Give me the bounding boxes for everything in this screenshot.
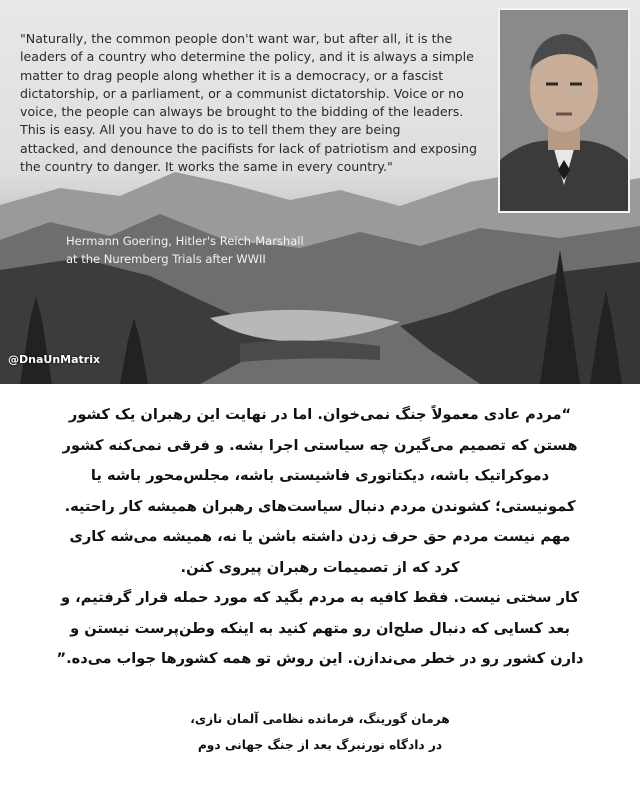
- english-quote-line: This is easy. All you have to do is to tell them they are being: [20, 122, 401, 138]
- english-quote-line: voice, the people can always be brought to the bidding of the leaders.: [20, 104, 464, 120]
- english-attribution: [66, 232, 366, 268]
- english-quote: [20, 30, 490, 176]
- persian-quote-line: دارن کشور رو در خطر می‌ندازن. این روش تو همه کشورها جواب می‌ده.”: [56, 650, 584, 667]
- persian-quote-line: کرد که از تصمیمات رهبران پیروی کنن.: [180, 558, 460, 576]
- persian-credit-line: هرمان گورینگ، فرمانده نظامی آلمان نازی،: [190, 712, 450, 726]
- attribution-line: at the Nuremberg Trials after WWII: [66, 252, 266, 266]
- english-quote-line: matter to drag people along whether it is a democracy, or a fascist: [20, 67, 444, 83]
- persian-credit-line: در دادگاه نورنبرگ بعد از جنگ جهانی دوم: [197, 738, 443, 752]
- header-photo: [0, 0, 640, 384]
- persian-quote-line: دموکراتیک باشه، دیکتاتوری فاشیستی باشه، مجلس‌محور باشه یا: [90, 467, 550, 484]
- watermark: @DnaUnMatrix: [8, 353, 101, 366]
- persian-quote-line: کمونیستی؛ کشوندن مردم دنبال سیاست‌های رهبران همیشه کار راحتیه.: [64, 497, 576, 515]
- persian-quote-line: کار سختی نیست. فقط کافیه به مردم بگید که مورد حمله قرار گرفتیم، و: [61, 589, 579, 606]
- attribution-line: Hermann Goering, Hitler's Reich-Marshall: [66, 234, 304, 248]
- english-quote-line: "Naturally, the common people don't want war, but after all, it is the: [20, 31, 453, 46]
- persian-quote-line: “مردم عادی معمولاً جنگ نمی‌خوان. اما در نهایت این رهبران یک کشور: [68, 406, 572, 423]
- english-quote-line: leaders of a country who determine the policy, and it is always a simple: [20, 49, 474, 65]
- persian-credit: [20, 706, 620, 758]
- english-quote-line: attacked, and denounce the pacifists for lack of patriotism and exposing: [20, 140, 478, 156]
- persian-quote-line: مهم نیست مردم حق حرف زدن داشته باشن یا نه، همیشه می‌شه کاری: [69, 528, 571, 545]
- portrait-figure: [500, 10, 628, 211]
- persian-quote-line: بعد کسایی که دنبال صلح‌ان رو متهم کنید به اینکه وطن‌پرست نیستن و: [70, 619, 570, 637]
- persian-quote-line: هستن که تصمیم می‌گیرن چه سیاستی اجرا بشه. و فرقی نمی‌کنه کشور: [62, 436, 578, 454]
- english-quote-line: dictatorship, or a parliament, or a communist dictatorship. Voice or no: [20, 85, 464, 101]
- persian-translation: [20, 400, 620, 675]
- english-quote-line: the country to danger. It works the same in every country.": [20, 159, 393, 175]
- portrait-photo: [498, 8, 630, 213]
